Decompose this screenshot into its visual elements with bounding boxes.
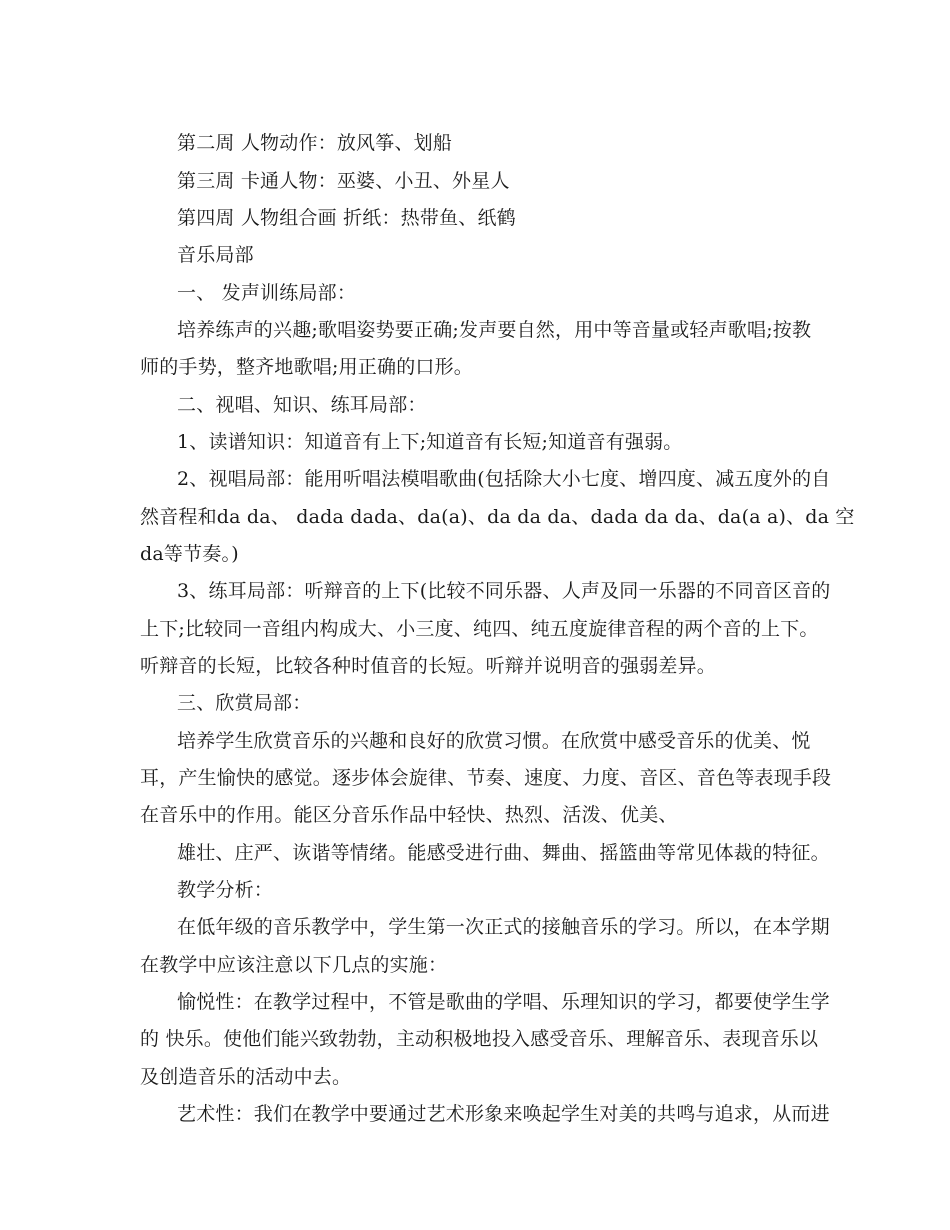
text-line: 然音程和da da、 dada dada、da(a)、da da da、dada da da、da(a a)、da 空 bbox=[140, 506, 855, 528]
text-line: 耳，产生愉快的感觉。逐步体会旋律、节奏、速度、力度、音区、音色等表现手段 bbox=[140, 767, 832, 789]
text-line: 培养学生欣赏音乐的兴趣和良好的欣赏习惯。在欣赏中感受音乐的优美、悦 bbox=[177, 730, 811, 752]
text-line: 艺术性：我们在教学中要通过艺术形象来唤起学生对美的共鸣与追求，从而进 bbox=[177, 1103, 830, 1125]
text-line: 的 快乐。使他们能兴致勃勃，主动积极地投入感受音乐、理解音乐、表现音乐以 bbox=[140, 1028, 819, 1050]
text-line: 2、视唱局部：能用听唱法模唱歌曲(包括除大小七度、增四度、减五度外的自 bbox=[177, 468, 831, 490]
text-line: 1、读谱知识：知道音有上下;知道音有长短;知道音有强弱。 bbox=[177, 431, 683, 453]
text-line: 师的手势，整齐地歌唱;用正确的口形。 bbox=[140, 356, 474, 378]
section-heading: 三、欣赏局部： bbox=[177, 692, 312, 714]
text-line: 及创造音乐的活动中去。 bbox=[140, 1066, 352, 1088]
text-line: 在音乐中的作用。能区分音乐作品中轻快、热烈、活泼、优美、 bbox=[140, 804, 678, 826]
text-line: 愉悦性：在教学过程中，不管是歌曲的学唱、乐理知识的学习，都要使学生学 bbox=[177, 991, 830, 1013]
text-line: da等节奏。) bbox=[140, 543, 239, 565]
text-line: 第三周 卡通人物：巫婆、小丑、外星人 bbox=[177, 170, 510, 192]
section-heading: 教学分析： bbox=[177, 879, 274, 901]
section-heading: 二、视唱、知识、练耳局部： bbox=[177, 394, 427, 416]
text-line: 在教学中应该注意以下几点的实施： bbox=[140, 954, 448, 976]
text-line: 在低年级的音乐教学中，学生第一次正式的接触音乐的学习。所以，在本学期 bbox=[177, 916, 830, 938]
text-line: 听辩音的长短，比较各种时值音的长短。听辩并说明音的强弱差异。 bbox=[140, 655, 717, 677]
text-line: 第二周 人物动作：放风筝、划船 bbox=[177, 132, 453, 154]
text-line: 3、练耳局部：听辩音的上下(比较不同乐器、人声及同一乐器的不同音区音的 bbox=[177, 580, 831, 602]
text-line: 上下;比较同一音组内构成大、小三度、纯四、纯五度旋律音程的两个音的上下。 bbox=[140, 618, 819, 640]
section-heading: 音乐局部 bbox=[177, 244, 254, 266]
text-line: 第四周 人物组合画 折纸：热带鱼、纸鹤 bbox=[177, 207, 516, 229]
text-line: 雄壮、庄严、诙谐等情绪。能感受进行曲、舞曲、摇篮曲等常见体裁的特征。 bbox=[177, 842, 830, 864]
section-heading: 一、 发声训练局部： bbox=[177, 282, 357, 304]
text-line: 培养练声的兴趣;歌唱姿势要正确;发声要自然，用中等音量或轻声歌唱;按教 bbox=[177, 319, 812, 341]
